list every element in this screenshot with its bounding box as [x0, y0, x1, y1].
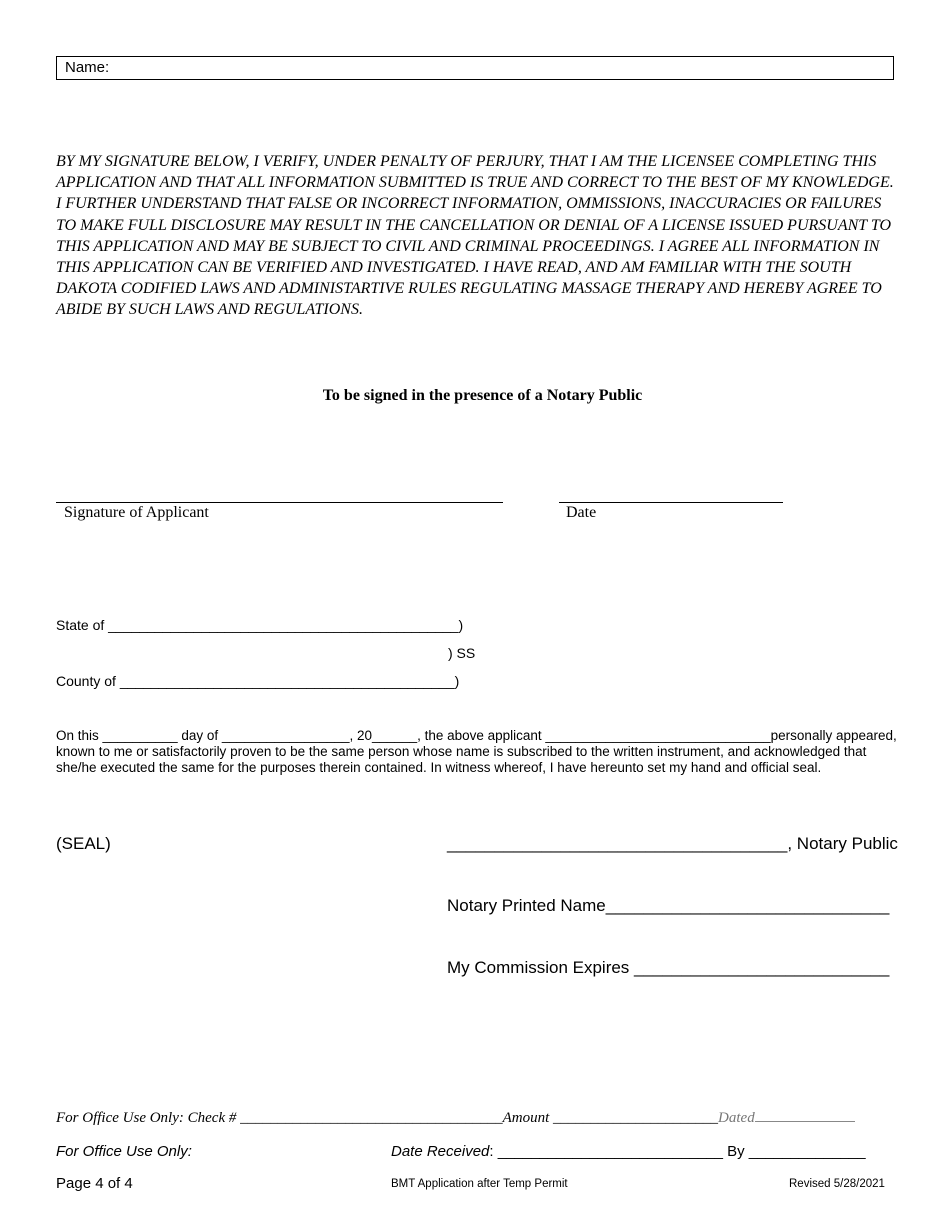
name-label: Name: — [65, 59, 110, 76]
notary-public-line: ____________________________________, Notary Public — [447, 834, 898, 853]
dated-label: Dated — [718, 1110, 755, 1126]
notary-printed-name-line: Notary Printed Name______________________________ — [447, 896, 890, 915]
page-number: Page 4 of 4 — [56, 1175, 133, 1192]
date-label: Date — [566, 504, 597, 521]
affidavit-statement: BY MY SIGNATURE BELOW, I VERIFY, UNDER PENALTY OF PERJURY, THAT I AM THE LICENSEE COMPLETING THIS APPLICATION AND THAT ALL INFORMATION SUBMITTED IS TRUE AND CORRECT TO THE BEST OF MY KNOWLEDGE. I FURTHER UNDERSTAND THAT FALSE OR INCORRECT INFORMATION, OMMISSIONS, INACCURACIES OR FAILURES TO MAKE FULL DISCLOSURE MAY RESULT IN THE CANCELLATION OR DENIAL OF A LICENSE ISSUED PURSUANT TO THIS APPLICATION AND MAY BE SUBJECT TO CIVIL AND CRIMINAL PROCEEDINGS. I AGREE ALL INFORMATION IN THIS APPLICATION CAN BE VERIFIED AND INVESTIGATED. I HAVE READ, AND AM FAMILIAR WITH THE SOUTH DAKOTA CODIFIED LAWS AND ADMINISTARTIVE RULES REGULATING MASSAGE THERAPY AND HEREBY AGREE TO ABIDE BY SUCH LAWS AND REGULATIONS. — [56, 153, 894, 319]
form-title: BMT Application after Temp Permit — [391, 1178, 568, 1190]
applicant-signature-label: Signature of Applicant — [64, 504, 209, 521]
date-received-blank: : ___________________________ By ______________ — [489, 1143, 866, 1160]
office-use-check-line — [56, 1107, 855, 1127]
date-received-line — [391, 1143, 866, 1160]
date-received-label: Date Received — [391, 1143, 490, 1160]
dated-blank — [755, 1107, 855, 1122]
commission-expires-line: My Commission Expires ___________________________ — [447, 958, 890, 977]
date-signature-line[interactable] — [559, 502, 783, 503]
notary-heading: To be signed in the presence of a Notary Public — [322, 387, 643, 404]
office-use-check-label: For Office Use Only: Check # ___________________________________ — [56, 1110, 503, 1126]
acknowledgment-paragraph: On this __________ day of _________________, 20______, the above applicant ______________________________personally appeared, known to me or satisfactorily proven to be the same person whose name is subscribed to the written instrument, and acknowledged that she/he executed the same for the purposes therein contained. In witness whereof, I have hereunto set my hand and official seal. — [56, 728, 897, 775]
applicant-signature-line[interactable] — [56, 502, 503, 503]
county-of-line: County of ___________________________________________) — [56, 673, 460, 689]
amount-blank: ______________________ — [553, 1110, 719, 1126]
name-field[interactable] — [56, 56, 894, 80]
office-use-label-2: For Office Use Only: — [56, 1143, 192, 1160]
state-of-line: State of _____________________________________________) — [56, 617, 464, 633]
amount-label: Amount — [502, 1110, 550, 1126]
seal-label: (SEAL) — [56, 834, 111, 853]
revised-date: Revised 5/28/2021 — [789, 1178, 885, 1190]
ss-label: ) SS — [448, 645, 476, 661]
